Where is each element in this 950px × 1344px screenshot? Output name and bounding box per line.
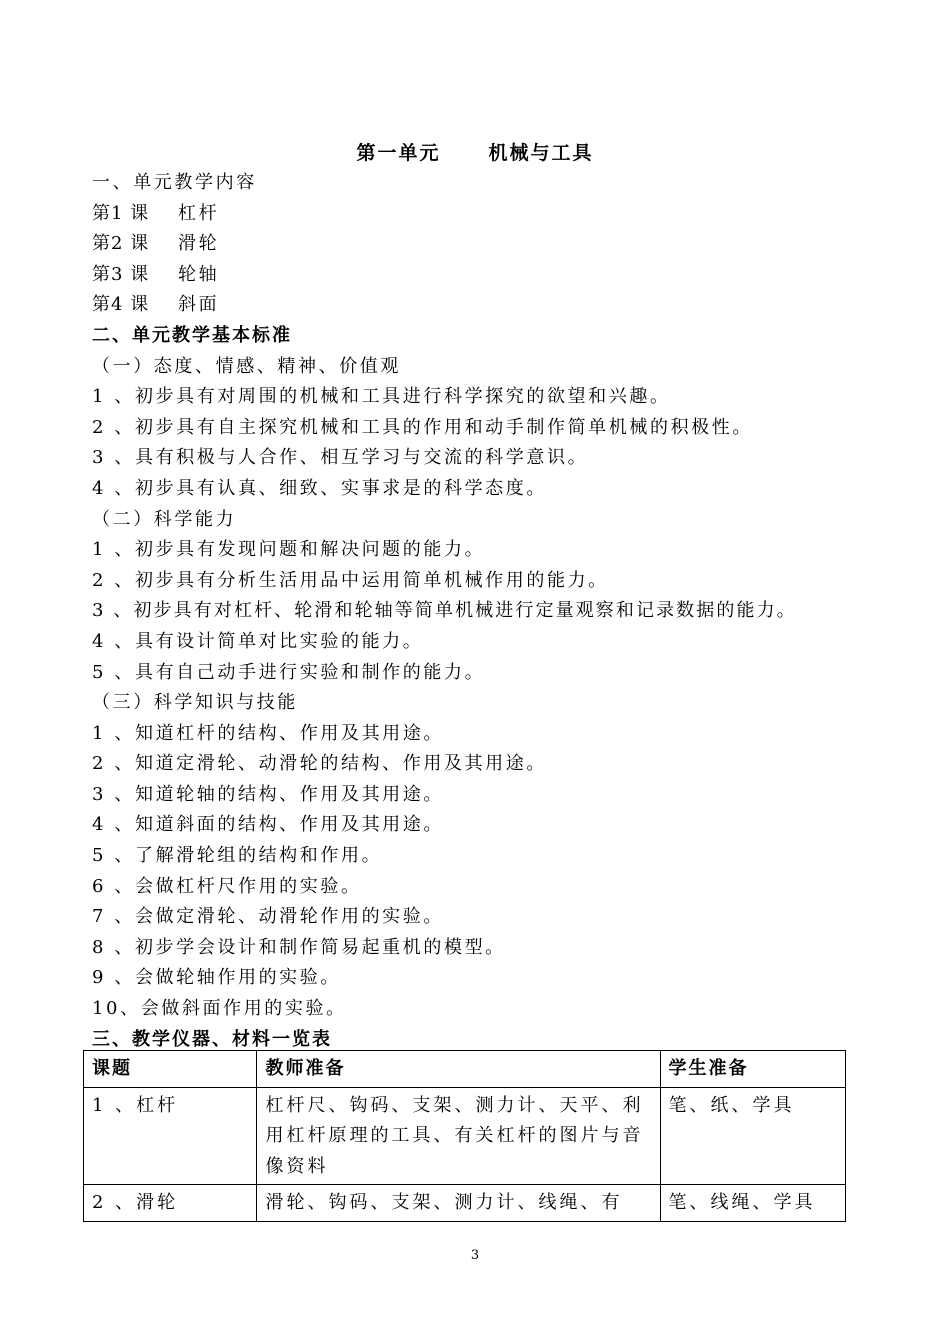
list-item: 1 、初步具有对周围的机械和工具进行科学探究的欲望和兴趣。 xyxy=(92,386,671,408)
column-header-topic: 课题 xyxy=(84,1051,257,1088)
lesson-name: 斜面 xyxy=(178,294,220,316)
lesson-item xyxy=(92,199,872,230)
lesson-number: 第4 课 xyxy=(92,294,150,316)
column-header-student: 学生准备 xyxy=(660,1051,846,1088)
list-item: 4 、初步具有认真、细致、实事求是的科学态度。 xyxy=(92,477,547,499)
title-topic: 机械与工具 xyxy=(488,142,594,164)
page-number: 3 xyxy=(470,1248,480,1263)
materials-table xyxy=(83,1050,846,1222)
section1-heading: 一、单元教学内容 xyxy=(92,172,257,193)
list-item: 9 、会做轮轴作用的实验。 xyxy=(92,967,341,989)
table-row xyxy=(84,1185,846,1222)
group2-heading: （二）科学能力 xyxy=(92,508,237,530)
list-item: 3 、知道轮轴的结构、作用及其用途。 xyxy=(92,783,444,805)
page-title xyxy=(0,138,950,165)
list-item: 3 、初步具有对杠杆、轮滑和轮轴等简单机械进行定量观察和记录数据的能力。 xyxy=(92,600,797,622)
list-item: 10、会做斜面作用的实验。 xyxy=(92,998,347,1020)
group3-heading: （三）科学知识与技能 xyxy=(92,692,298,714)
lesson-name: 轮轴 xyxy=(178,263,220,285)
section3-heading: 三、教学仪器、材料一览表 xyxy=(92,1028,332,1050)
list-item: 7 、会做定滑轮、动滑轮作用的实验。 xyxy=(92,906,444,928)
list-item: 1 、知道杠杆的结构、作用及其用途。 xyxy=(92,722,444,744)
list-item: 3 、具有积极与人合作、相互学习与交流的科学意识。 xyxy=(92,447,589,469)
list-item: 5 、具有自己动手进行实验和制作的能力。 xyxy=(92,661,486,683)
cell-teacher: 杠杆尺、钩码、支架、测力计、天平、利用杠杆原理的工具、有关杠杆的图片与音像资料 xyxy=(257,1087,660,1185)
column-header-teacher: 教师准备 xyxy=(257,1051,660,1088)
title-unit: 第一单元 xyxy=(356,142,441,164)
cell-student: 笔、纸、学具 xyxy=(660,1087,846,1185)
lesson-item xyxy=(92,260,872,291)
table-header-row xyxy=(84,1051,846,1088)
cell-topic: 1 、杠杆 xyxy=(84,1087,257,1185)
list-item: 4 、知道斜面的结构、作用及其用途。 xyxy=(92,814,444,836)
table-row xyxy=(84,1087,846,1185)
list-item: 2 、初步具有分析生活用品中运用简单机械作用的能力。 xyxy=(92,569,609,591)
list-item: 1 、初步具有发现问题和解决问题的能力。 xyxy=(92,539,486,561)
cell-teacher: 滑轮、钩码、支架、测力计、线绳、有 xyxy=(257,1185,660,1222)
lesson-number: 第3 课 xyxy=(92,263,150,285)
group1-heading: （一）态度、情感、精神、价值观 xyxy=(92,355,401,377)
cell-topic: 2 、滑轮 xyxy=(84,1185,257,1222)
document-body xyxy=(92,168,872,1055)
cell-student: 笔、线绳、学具 xyxy=(660,1185,846,1222)
list-item: 5 、了解滑轮组的结构和作用。 xyxy=(92,845,383,867)
lesson-item xyxy=(92,290,872,321)
list-item: 6 、会做杠杆尺作用的实验。 xyxy=(92,875,362,897)
lesson-item xyxy=(92,229,872,260)
list-item: 4 、具有设计简单对比实验的能力。 xyxy=(92,630,424,652)
lesson-number: 第1 课 xyxy=(92,202,150,224)
section2-heading: 二、单元教学基本标准 xyxy=(92,324,292,346)
lesson-name: 杠杆 xyxy=(178,202,220,224)
list-item: 2 、初步具有自主探究机械和工具的作用和动手制作简单机械的积极性。 xyxy=(92,416,753,438)
list-item: 2 、知道定滑轮、动滑轮的结构、作用及其用途。 xyxy=(92,753,547,775)
lesson-number: 第2 课 xyxy=(92,233,150,255)
list-item: 8 、初步学会设计和制作简易起重机的模型。 xyxy=(92,936,506,958)
lesson-name: 滑轮 xyxy=(178,233,220,255)
